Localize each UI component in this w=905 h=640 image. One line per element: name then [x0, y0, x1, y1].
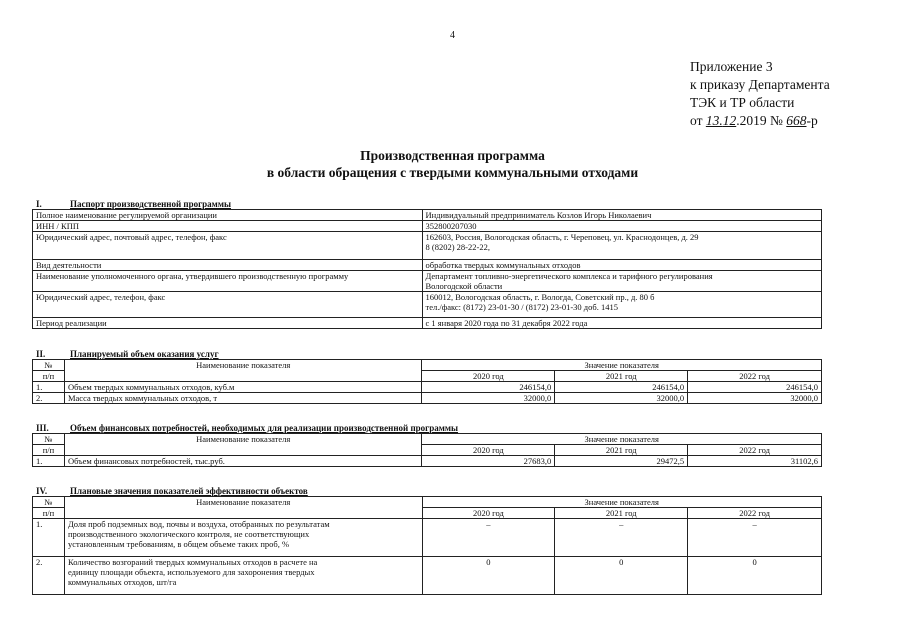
section2-title: Планируемый объем оказания услуг	[70, 349, 219, 359]
row-number: 1.	[33, 382, 65, 393]
appendix-line3: ТЭК и ТР области	[690, 95, 795, 110]
order-number: 668	[786, 113, 807, 128]
col-header-year: 2022 год	[688, 445, 822, 456]
row-name-line3: установленным требованиям, в общем объеме таких проб, %	[67, 539, 290, 549]
col-header-year: 2020 год	[422, 445, 555, 456]
section4-heading	[36, 486, 308, 496]
passport-value: с 1 января 2020 года по 31 декабря 2022 года	[422, 318, 822, 329]
section2-heading	[36, 349, 219, 359]
col-header-year: 2020 год	[422, 371, 555, 382]
col-header-name: Наименование показателя	[64, 497, 422, 519]
passport-label: Юридический адрес, телефон, факс	[33, 292, 423, 318]
passport-value-line2: 8 (8202) 28-22-22,	[425, 242, 490, 252]
table-row	[33, 318, 822, 329]
table-row	[33, 210, 822, 221]
passport-value-line1: 160012, Вологодская область, г. Вологда, Советский пр., д. 80 б	[425, 292, 655, 302]
passport-value: Индивидуальный предприниматель Козлов Игорь Николаевич	[422, 210, 822, 221]
col-header-name: Наименование показателя	[64, 434, 422, 456]
col-header-value: Значение показателя	[422, 360, 822, 371]
table-row	[33, 292, 822, 318]
passport-label: Наименование уполномоченного органа, утвердившего производственную программу	[33, 271, 423, 292]
appendix-line1: Приложение 3	[690, 59, 773, 74]
col-header-num: №	[33, 497, 65, 508]
row-name: Объем твердых коммунальных отходов, куб.м	[64, 382, 422, 393]
appendix-date-line	[690, 112, 830, 130]
table-row	[33, 271, 822, 292]
passport-value: обработка твердых коммунальных отходов	[422, 260, 822, 271]
passport-value-line2: Вологодской области	[425, 281, 503, 291]
col-header-year: 2021 год	[555, 508, 688, 519]
row-name	[64, 519, 422, 557]
row-value: 246154,0	[555, 382, 688, 393]
table-header-row	[33, 434, 822, 445]
row-value: 32000,0	[688, 393, 822, 404]
row-value: 0	[555, 557, 688, 595]
passport-label: Полное наименование регулируемой организации	[33, 210, 423, 221]
col-header-value: Значение показателя	[422, 434, 822, 445]
col-header-value: Значение показателя	[422, 497, 821, 508]
table-header-row	[33, 497, 822, 508]
passport-label: Период реализации	[33, 318, 423, 329]
section1-number: I.	[36, 199, 42, 209]
row-value: –	[422, 519, 555, 557]
row-value: 246154,0	[688, 382, 822, 393]
date-year: .2019 №	[736, 113, 787, 128]
page-number: 4	[450, 30, 455, 41]
services-table	[32, 359, 822, 404]
table-row	[33, 260, 822, 271]
table-row	[33, 519, 822, 557]
section2-number: II.	[36, 349, 46, 359]
section4-number: IV.	[36, 486, 48, 496]
section3-title: Объем финансовых потребностей, необходимых для реализации производственной программы	[70, 423, 459, 433]
row-name	[64, 557, 422, 595]
col-header-year: 2022 год	[688, 508, 822, 519]
passport-value	[422, 232, 822, 260]
row-name: Масса твердых коммунальных отходов, т	[64, 393, 422, 404]
col-header-pp: п/п	[33, 371, 65, 382]
section1-heading	[36, 199, 231, 209]
table-header-row	[33, 360, 822, 371]
row-name-line2: единицу площади объекта, используемого для захоронения твердых	[67, 567, 315, 577]
row-number: 2.	[33, 557, 65, 595]
passport-table	[32, 209, 822, 329]
appendix-line2: к приказу Департамента	[690, 77, 830, 92]
date-month: 12	[722, 113, 737, 128]
appendix-block	[690, 58, 830, 130]
order-suffix: -р	[806, 113, 818, 128]
row-value: 27683,0	[422, 456, 555, 467]
row-value: 246154,0	[422, 382, 555, 393]
col-header-year: 2020 год	[422, 508, 555, 519]
passport-value-line1: 162603, Россия, Вологодская область, г. Череповец, ул. Краснодонцев, д. 29	[425, 232, 699, 242]
row-value: –	[555, 519, 688, 557]
col-header-year: 2021 год	[555, 445, 688, 456]
efficiency-table	[32, 496, 822, 595]
row-name: Объем финансовых потребностей, тыс.руб.	[64, 456, 422, 467]
table-row	[33, 221, 822, 232]
row-value: 32000,0	[422, 393, 555, 404]
row-name-line1: Доля проб подземных вод, почвы и воздуха, отобранных по результатам	[67, 519, 330, 529]
table-row	[33, 393, 822, 404]
table-row	[33, 382, 822, 393]
row-name-line2: производственного экологического контроля, не соответствующих	[67, 529, 310, 539]
date-day: 13.	[705, 113, 723, 128]
passport-value	[422, 271, 822, 292]
section1-title: Паспорт производственной программы	[70, 199, 231, 209]
row-number: 1.	[33, 456, 65, 467]
row-number: 2.	[33, 393, 65, 404]
table-row	[33, 557, 822, 595]
section3-heading	[36, 423, 458, 433]
passport-label: Юридический адрес, почтовый адрес, телефон, факс	[33, 232, 423, 260]
row-number: 1.	[33, 519, 65, 557]
section4-title: Плановые значения показателей эффективности объектов	[70, 486, 308, 496]
col-header-year: 2022 год	[688, 371, 822, 382]
passport-value	[422, 292, 822, 318]
finance-table	[32, 433, 822, 467]
passport-label: ИНН / КПП	[33, 221, 423, 232]
row-value: 31102,6	[688, 456, 822, 467]
col-header-num: №	[33, 360, 65, 371]
passport-value-line1: Департамент топливно-энергетического комплекса и тарифного регулирования	[425, 271, 713, 281]
date-prefix: от	[690, 113, 706, 128]
col-header-num: №	[33, 434, 65, 445]
col-header-year: 2021 год	[555, 371, 688, 382]
col-header-pp: п/п	[33, 508, 65, 519]
row-value: –	[688, 519, 822, 557]
title-line1: Производственная программа	[360, 148, 545, 163]
col-header-name: Наименование показателя	[64, 360, 422, 382]
col-header-pp: п/п	[33, 445, 65, 456]
row-value: 0	[688, 557, 822, 595]
document-title	[0, 147, 905, 181]
table-row	[33, 232, 822, 260]
passport-label: Вид деятельности	[33, 260, 423, 271]
title-line2: в области обращения с твердыми коммунальными отходами	[266, 165, 639, 180]
passport-value-line2: тел./факс: (8172) 23-01-30 / (8172) 23-01-30 доб. 1415	[425, 302, 618, 312]
row-value: 32000,0	[555, 393, 688, 404]
table-row	[33, 456, 822, 467]
row-name-line3: коммунальных отходов, шт/га	[67, 577, 177, 587]
row-name-line1: Количество возгораний твердых коммунальных отходов в расчете на	[67, 557, 318, 567]
section3-number: III.	[36, 423, 49, 433]
row-value: 29472,5	[555, 456, 688, 467]
row-value: 0	[422, 557, 555, 595]
passport-value: 352800207030	[422, 221, 822, 232]
